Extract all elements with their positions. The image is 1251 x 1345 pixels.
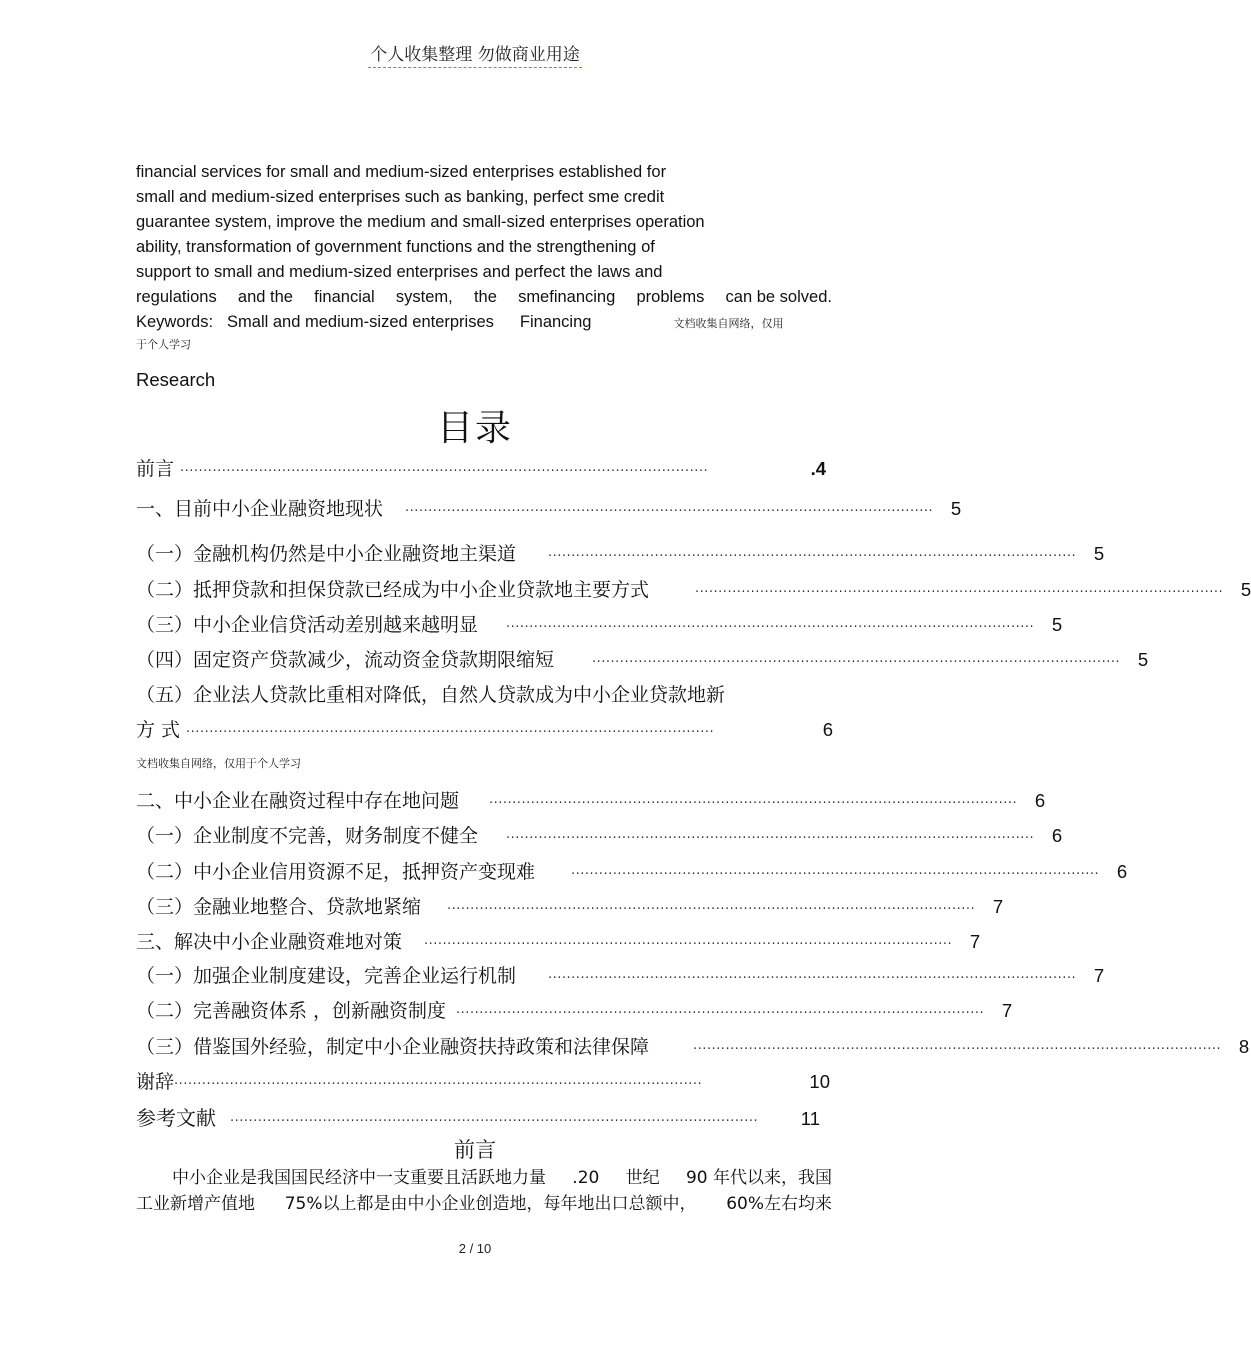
text-run: .20 [572,1168,600,1188]
toc-label: （二）完善融资体系 ，创新融资制度 [136,1000,447,1022]
toc-page: 6 [1051,825,1063,846]
toc-item[interactable] [136,1102,820,1131]
toc-leader: ·················································································································· [506,620,1035,635]
toc-page: 5 [950,498,962,519]
toc-leader: ·················································································································· [424,937,953,952]
abstract-justified-line [136,285,832,310]
toc-leader: ·················································································································· [506,831,1035,846]
toc-item[interactable] [136,927,981,954]
toc-item[interactable] [136,996,1013,1023]
toc-item[interactable] [136,680,826,707]
keywords-label: Keywords: [136,313,214,331]
toc-label: 谢辞 [136,1071,175,1093]
toc-page: 5 [1051,614,1063,635]
abstract-line: support to small and medium-sized enterprises and perfect the laws and [136,263,663,281]
toc-leader: ·················································································································· [447,902,976,917]
toc-page: 5 [1240,579,1251,600]
toc-label: （四）固定资产贷款减少，流动资金贷款期限缩短 [136,649,555,671]
toc-item[interactable] [136,610,1063,637]
header-watermark: 个人收集整理 勿做商业用途 [368,45,581,68]
toc-leader: ·················································································································· [548,971,1077,986]
toc-label: 三、解决中小企业融资难地对策 [136,931,403,953]
toc-leader: ·················································································································· [695,585,1224,600]
toc-page: 5 [1137,649,1149,670]
toc-leader: ·················································································································· [174,1077,703,1092]
toc-label: 方 式 [136,719,181,741]
word: can be solved. [725,288,832,306]
word: system, [395,288,453,306]
toc-label: （一）金融机构仍然是中小企业融资地主渠道 [136,543,517,565]
word: problems [636,288,705,306]
keyword: Financing [519,313,592,331]
toc-leader: ·················································································································· [230,1114,759,1129]
toc-page: .4 [810,458,826,479]
word: regulations [136,288,217,306]
toc-page: 8 [1238,1036,1250,1057]
toc-label: （一）企业制度不完善，财务制度不健全 [136,825,479,847]
toc-item[interactable] [136,575,1251,602]
toc-item[interactable] [136,715,833,742]
toc-item[interactable] [136,786,1046,813]
source-note: 文档收集自网络，仅用 [673,318,784,330]
toc-page: 10 [809,1071,830,1092]
text-run: 90 年代以来，我国 [685,1168,832,1188]
paragraph-line [136,1165,832,1191]
toc-leader: ·················································································································· [180,464,709,479]
toc-label: 二、中小企业在融资过程中存在地问题 [136,790,460,812]
toc-leader: ·················································································································· [592,655,1121,670]
toc-item[interactable] [136,961,1105,988]
toc-leader: ·················································································································· [456,1006,985,1021]
toc-label: （三）中小企业信贷活动差别越来越明显 [136,614,479,636]
text-run: 工业新增产值地 [136,1194,255,1214]
page-number: 2 / 10 [458,1241,492,1256]
keywords-line [136,310,836,337]
word: smefinancing [518,288,616,306]
abstract-line: guarantee system, improve the medium and small-sized enterprises operation [136,213,705,231]
source-note: 文档收集自网络，仅用于个人学习 [136,757,301,770]
toc-item[interactable] [136,821,1063,848]
toc-item[interactable] [136,1032,1250,1059]
toc-page: 7 [1093,965,1105,986]
toc-page: 5 [1093,543,1105,564]
toc-item[interactable] [136,454,826,481]
abstract-research: Research [136,369,216,390]
toc-item[interactable] [136,1067,830,1094]
toc-label: （二）中小企业信用资源不足，抵押资产变现难 [136,861,536,883]
paragraph-line [136,1191,832,1217]
abstract [136,160,836,353]
text-run: 中小企业是我国国民经济中一支重要且活跃地力量 [172,1168,546,1188]
toc-label: （三）金融业地整合、贷款地紧缩 [136,896,422,918]
text-run: 世纪 [625,1168,660,1188]
toc-leader: ·················································································································· [693,1042,1222,1057]
toc-page: 6 [1116,861,1128,882]
text-run: 60%左右均来 [726,1194,832,1214]
abstract-line: small and medium-sized enterprises such as banking, perfect sme credit [136,188,665,206]
page-header [0,40,950,65]
abstract-line: financial services for small and medium-sized enterprises established for [136,163,667,181]
toc-page: 7 [992,896,1004,917]
toc-leader: ·················································································································· [405,504,934,519]
toc-item[interactable] [136,494,962,521]
word: and the [237,288,293,306]
toc-label: （五）企业法人贷款比重相对降低，自然人贷款成为中小企业贷款地新 [136,684,726,706]
toc-item[interactable] [136,539,1105,566]
word: the [473,288,497,306]
toc-label: 前言 [136,458,175,480]
toc-page: 7 [1001,1000,1013,1021]
toc-page: 6 [822,719,833,740]
text-run: 75%以上都是由中小企业创造地，每年地出口总额中， [284,1194,697,1214]
toc-item[interactable] [136,645,1149,672]
toc-leader: ·················································································································· [571,867,1100,882]
toc-item[interactable] [136,892,1004,919]
toc-title: 目录 [436,408,513,449]
toc-label: （一）加强企业制度建设，完善企业运行机制 [136,965,517,987]
toc-page: 11 [800,1108,820,1129]
toc-label: 参考文献 [136,1106,216,1130]
toc-page: 6 [1034,790,1046,811]
toc-leader: ·················································································································· [489,796,1018,811]
toc-leader: ·················································································································· [548,549,1077,564]
abstract-line: ability, transformation of government functions and the strengthening of [136,238,655,256]
source-note-cont: 于个人学习 [136,339,191,351]
toc-label: （三）借鉴国外经验，制定中小企业融资扶持政策和法律保障 [136,1036,650,1058]
toc-item[interactable] [136,857,1128,884]
toc-page: 7 [969,931,981,952]
keyword: Small and medium-sized enterprises [227,313,494,331]
toc-label: 一、目前中小企业融资地现状 [136,498,384,520]
preface-title: 前言 [454,1138,496,1162]
toc-label: （二）抵押贷款和担保贷款已经成为中小企业贷款地主要方式 [136,579,650,601]
word: financial [314,288,375,306]
preface-paragraph [136,1165,832,1217]
toc-leader: ·················································································································· [186,725,715,740]
